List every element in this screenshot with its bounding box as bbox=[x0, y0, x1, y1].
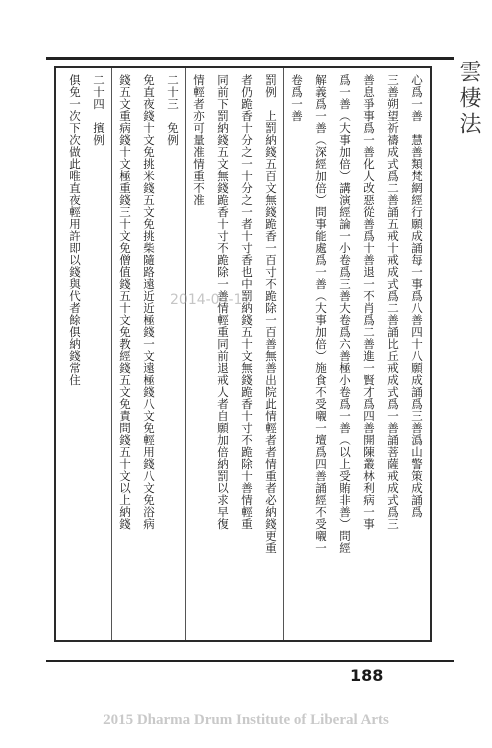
text-column: 心爲一善 慧善類梵網經行願成誦每一事爲八善四十八願成誦爲三善潙山警策成誦爲 bbox=[410, 74, 424, 518]
text-column: 免直夜錢十文免挑米錢五文免挑柴隨路遠近近極錢一文遠極錢八文免輕用錢八文免浴病 bbox=[142, 74, 156, 530]
text-column: 同前下罰納錢五文無錢跪香十寸不跪除一善情輕重同前退戒人者自願加倍納罰以求早復 bbox=[216, 74, 230, 530]
page-top-rule bbox=[46, 57, 454, 60]
date-stamp: 2014-04-17 bbox=[170, 292, 252, 308]
watermark: 2015 Dharma Drum Institute of Liberal Arts bbox=[103, 712, 389, 728]
page-number: 188 bbox=[350, 666, 384, 685]
text-column: 爲一善（大事加倍）講演經論一小卷爲三善大卷爲六善極小卷爲一善（以上受賄非善）問經 bbox=[338, 74, 352, 554]
section-divider bbox=[185, 68, 186, 640]
section-heading: 二十三 免例 bbox=[166, 74, 180, 146]
text-column: 三善朔望祈禱成式爲二善誦五戒十戒成式爲二善誦比丘戒成式爲一善誦菩薩戒成式爲三 bbox=[386, 74, 400, 530]
text-column: 解義爲一善（深經加倍）問事能處爲一善（大事加倍）施食不受嚫一壇爲四善誦經不受嚫一 bbox=[314, 74, 328, 554]
text-column: 俱免一次下次做此唯直夜輕用許即以錢與代者餘俱納錢常住 bbox=[68, 74, 82, 386]
text-column: 罰例 上罰納錢五百文無錢跪香一百寸不跪除一百善無善出院此情輕者者情重者必納錢更重 bbox=[264, 74, 278, 554]
text-column: 錢五文重病錢十文極重錢三十文免僧值錢五十文免教經錢五文免責問錢五十文以上納錢 bbox=[118, 74, 132, 530]
text-column: 善息爭事爲一善化人改惡從善爲十善退一不肖爲二善進一賢才爲四善開陳叢林利病一事 bbox=[362, 74, 376, 530]
text-column: 情輕者亦可量准情重不准 bbox=[192, 74, 206, 206]
section-divider bbox=[111, 68, 112, 640]
section-heading: 二十四 擯例 bbox=[92, 74, 106, 146]
text-column: 者仍跪香十分之一十分之一者十寸香也中罰納錢五十文無錢跪香十寸不跪除十善情輕重 bbox=[240, 74, 254, 530]
section-divider bbox=[283, 68, 284, 640]
running-title: 雲棲法 bbox=[456, 60, 481, 138]
text-frame bbox=[54, 66, 432, 642]
text-column: 卷爲一善 bbox=[290, 74, 304, 122]
page-bottom-rule bbox=[46, 660, 454, 662]
